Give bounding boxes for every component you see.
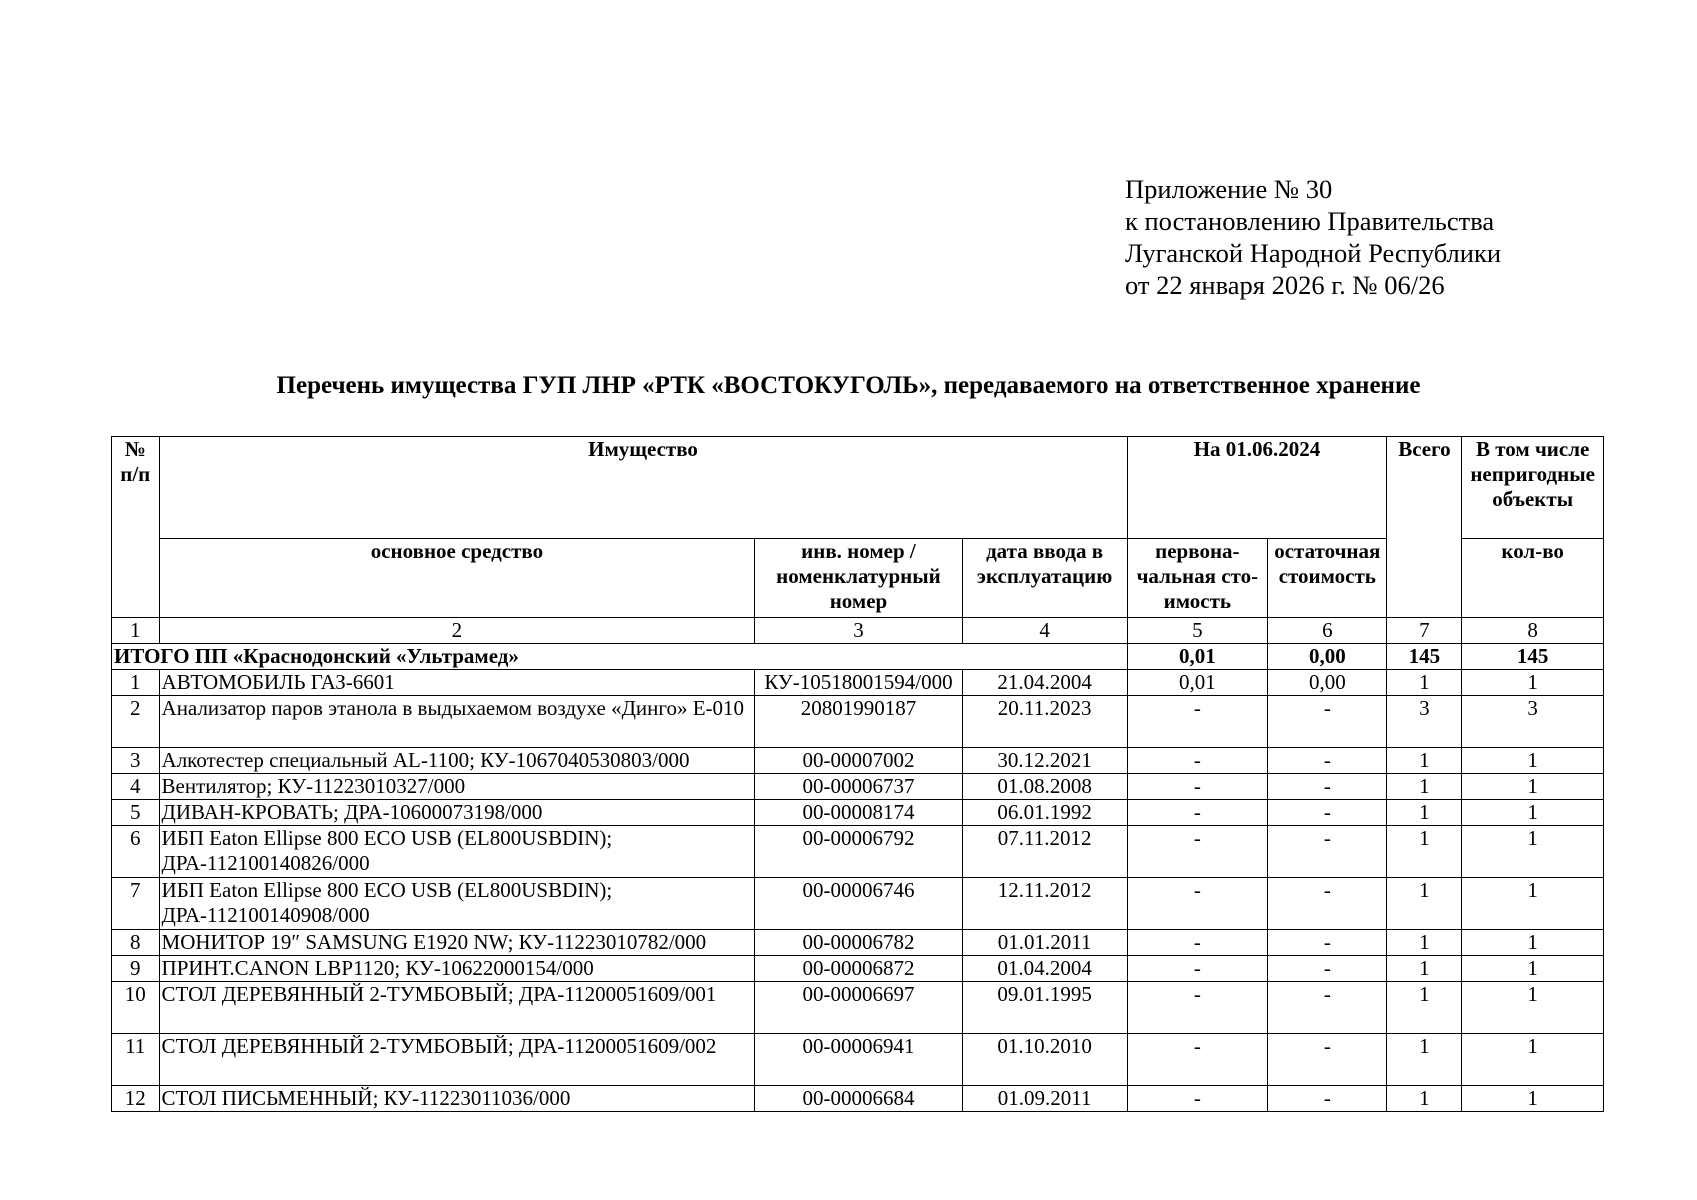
column-number: 4 (962, 618, 1127, 644)
total-label: ИТОГО ПП «Краснодонский «Ультрамед» (112, 644, 1128, 670)
residual-cost: - (1268, 748, 1387, 774)
total-count: 1 (1387, 982, 1462, 1034)
total-unusable-count: 145 (1462, 644, 1604, 670)
commission-date: 30.12.2021 (962, 748, 1127, 774)
inventory-number: 00-00008174 (755, 800, 962, 826)
row-number: 6 (112, 826, 160, 878)
header-residual-cost (1268, 539, 1387, 618)
header-unusable-line1: В том числе (1476, 437, 1590, 461)
row-number: 11 (112, 1034, 160, 1086)
header-inv-line2: номенклатурный (776, 564, 941, 588)
asset-name: Анализатор паров этанола в выдыхаемом воздухе «Динго» Е-010 (159, 696, 755, 748)
total-count: 3 (1387, 696, 1462, 748)
table-row (112, 696, 1604, 748)
initial-cost: - (1127, 1034, 1268, 1086)
header-total: Всего (1387, 437, 1462, 618)
table-row (112, 670, 1604, 696)
asset-name: МОНИТОР 19″ SAMSUNG E1920 NW; КУ-11223010782/000 (159, 930, 755, 956)
header-number-line2: п/п (120, 462, 151, 486)
total-count: 1 (1387, 956, 1462, 982)
row-number: 3 (112, 748, 160, 774)
asset-name: СТОЛ ДЕРЕВЯННЫЙ 2-ТУМБОВЫЙ; ДРА-11200051609/002 (159, 1034, 755, 1086)
column-number-row (112, 618, 1604, 644)
initial-cost: - (1127, 878, 1268, 930)
inventory-number: КУ-10518001594/000 (755, 670, 962, 696)
column-number: 7 (1387, 618, 1462, 644)
initial-cost: - (1127, 982, 1268, 1034)
column-number: 2 (159, 618, 755, 644)
appendix-authority: Луганской Народной Республики (1125, 238, 1502, 268)
table-row (112, 748, 1604, 774)
table-row (112, 982, 1604, 1034)
initial-cost: - (1127, 930, 1268, 956)
inventory-number: 00-00006684 (755, 1086, 962, 1112)
table-row (112, 1086, 1604, 1112)
commission-date: 09.01.1995 (962, 982, 1127, 1034)
commission-date: 21.04.2004 (962, 670, 1127, 696)
table-row (112, 1034, 1604, 1086)
residual-cost: - (1268, 878, 1387, 930)
initial-cost: 0,01 (1127, 670, 1268, 696)
total-count: 145 (1387, 644, 1462, 670)
header-residual-line2: стоимость (1278, 564, 1376, 588)
residual-cost: - (1268, 1034, 1387, 1086)
row-number: 12 (112, 1086, 160, 1112)
appendix-date: от 22 января 2026 г. № 06/26 (1125, 270, 1445, 300)
unusable-count: 1 (1462, 800, 1604, 826)
table-row (112, 956, 1604, 982)
table-row (112, 878, 1604, 930)
header-quantity: кол-во (1462, 539, 1604, 618)
table-row (112, 930, 1604, 956)
row-number: 2 (112, 696, 160, 748)
header-inv-line3: номер (829, 589, 888, 613)
unusable-count: 1 (1462, 982, 1604, 1034)
inventory-number: 20801990187 (755, 696, 962, 748)
residual-cost: - (1268, 774, 1387, 800)
header-commission-date (962, 539, 1127, 618)
total-count: 1 (1387, 1086, 1462, 1112)
table-row (112, 800, 1604, 826)
total-count: 1 (1387, 774, 1462, 800)
initial-cost: - (1127, 826, 1268, 878)
column-number: 1 (112, 618, 160, 644)
header-initial-line1: первона- (1155, 539, 1240, 563)
inventory-number: 00-00006872 (755, 956, 962, 982)
column-number: 5 (1127, 618, 1268, 644)
commission-date: 01.04.2004 (962, 956, 1127, 982)
column-number: 8 (1462, 618, 1604, 644)
header-date-line2: эксплуатацию (976, 564, 1113, 588)
total-initial-cost: 0,01 (1127, 644, 1268, 670)
commission-date: 12.11.2012 (962, 878, 1127, 930)
table-row (112, 774, 1604, 800)
header-as-of-date: На 01.06.2024 (1127, 437, 1387, 539)
residual-cost: - (1268, 930, 1387, 956)
inventory-number: 00-00006782 (755, 930, 962, 956)
commission-date: 01.01.2011 (962, 930, 1127, 956)
inventory-number: 00-00006941 (755, 1034, 962, 1086)
initial-cost: - (1127, 748, 1268, 774)
header-number-line1: № (124, 437, 146, 461)
initial-cost: - (1127, 800, 1268, 826)
asset-name: АВТОМОБИЛЬ ГАЗ-6601 (159, 670, 755, 696)
appendix-resolution: к постановлению Правительства (1125, 206, 1495, 236)
total-count: 1 (1387, 878, 1462, 930)
unusable-count: 3 (1462, 696, 1604, 748)
initial-cost: - (1127, 696, 1268, 748)
asset-name: ИБП Eaton Ellipse 800 ECO USB (EL800USBDIN); ДРА-112100140908/000 (159, 878, 755, 930)
row-number: 9 (112, 956, 160, 982)
inventory-number: 00-00006792 (755, 826, 962, 878)
asset-name: ИБП Eaton Ellipse 800 ECO USB (EL800USBDIN); ДРА-112100140826/000 (159, 826, 755, 878)
assets-table (111, 436, 1604, 1112)
unusable-count: 1 (1462, 930, 1604, 956)
total-count: 1 (1387, 1034, 1462, 1086)
row-number: 8 (112, 930, 160, 956)
header-inv-line1: инв. номер / (801, 539, 916, 563)
row-number: 4 (112, 774, 160, 800)
initial-cost: - (1127, 774, 1268, 800)
header-residual-line1: остаточная (1274, 539, 1381, 563)
unusable-count: 1 (1462, 1086, 1604, 1112)
unusable-count: 1 (1462, 826, 1604, 878)
header-unusable (1462, 437, 1604, 539)
header-initial-line2: чальная сто- (1136, 564, 1259, 588)
commission-date: 07.11.2012 (962, 826, 1127, 878)
total-count: 1 (1387, 826, 1462, 878)
total-count: 1 (1387, 930, 1462, 956)
document-title: Перечень имущества ГУП ЛНР «РТК «ВОСТОКУГОЛЬ», передаваемого на ответственное хранение (276, 372, 1421, 399)
inventory-number: 00-00006737 (755, 774, 962, 800)
inventory-number: 00-00006697 (755, 982, 962, 1034)
asset-name: СТОЛ ДЕРЕВЯННЫЙ 2-ТУМБОВЫЙ; ДРА-11200051609/001 (159, 982, 755, 1034)
total-row (112, 644, 1604, 670)
asset-name: СТОЛ ПИСЬМЕННЫЙ; КУ-11223011036/000 (159, 1086, 755, 1112)
asset-name: ДИВАН-КРОВАТЬ; ДРА-10600073198/000 (159, 800, 755, 826)
inventory-number: 00-00007002 (755, 748, 962, 774)
unusable-count: 1 (1462, 956, 1604, 982)
asset-name: Алкотестер специальный AL-1100; КУ-1067040530803/000 (159, 748, 755, 774)
residual-cost: 0,00 (1268, 670, 1387, 696)
total-residual-cost: 0,00 (1268, 644, 1387, 670)
header-asset: основное средство (159, 539, 755, 618)
commission-date: 01.08.2008 (962, 774, 1127, 800)
total-count: 1 (1387, 748, 1462, 774)
appendix-note (1125, 173, 1501, 301)
row-number: 1 (112, 670, 160, 696)
header-unusable-line3: объекты (1492, 487, 1574, 511)
commission-date: 20.11.2023 (962, 696, 1127, 748)
residual-cost: - (1268, 826, 1387, 878)
asset-name: ПРИНТ.CANON LBP1120; КУ-10622000154/000 (159, 956, 755, 982)
appendix-number: Приложение № 30 (1125, 174, 1333, 204)
commission-date: 01.10.2010 (962, 1034, 1127, 1086)
row-number: 5 (112, 800, 160, 826)
commission-date: 01.09.2011 (962, 1086, 1127, 1112)
header-row-top (112, 437, 1604, 539)
commission-date: 06.01.1992 (962, 800, 1127, 826)
residual-cost: - (1268, 696, 1387, 748)
column-number: 6 (1268, 618, 1387, 644)
residual-cost: - (1268, 800, 1387, 826)
asset-name: Вентилятор; КУ-11223010327/000 (159, 774, 755, 800)
unusable-count: 1 (1462, 878, 1604, 930)
header-date-line1: дата ввода в (986, 539, 1104, 563)
header-property: Имущество (159, 437, 1127, 539)
inventory-number: 00-00006746 (755, 878, 962, 930)
total-count: 1 (1387, 800, 1462, 826)
header-initial-cost (1127, 539, 1268, 618)
header-number (112, 437, 160, 618)
header-unusable-line2: непригодные (1470, 462, 1595, 486)
unusable-count: 1 (1462, 774, 1604, 800)
row-number: 10 (112, 982, 160, 1034)
total-count: 1 (1387, 670, 1462, 696)
residual-cost: - (1268, 982, 1387, 1034)
unusable-count: 1 (1462, 748, 1604, 774)
header-row-sub (112, 539, 1604, 618)
unusable-count: 1 (1462, 670, 1604, 696)
column-number: 3 (755, 618, 962, 644)
initial-cost: - (1127, 956, 1268, 982)
header-inventory-number (755, 539, 962, 618)
header-initial-line3: имость (1163, 589, 1232, 613)
initial-cost: - (1127, 1086, 1268, 1112)
residual-cost: - (1268, 956, 1387, 982)
row-number: 7 (112, 878, 160, 930)
unusable-count: 1 (1462, 1034, 1604, 1086)
table-row (112, 826, 1604, 878)
residual-cost: - (1268, 1086, 1387, 1112)
